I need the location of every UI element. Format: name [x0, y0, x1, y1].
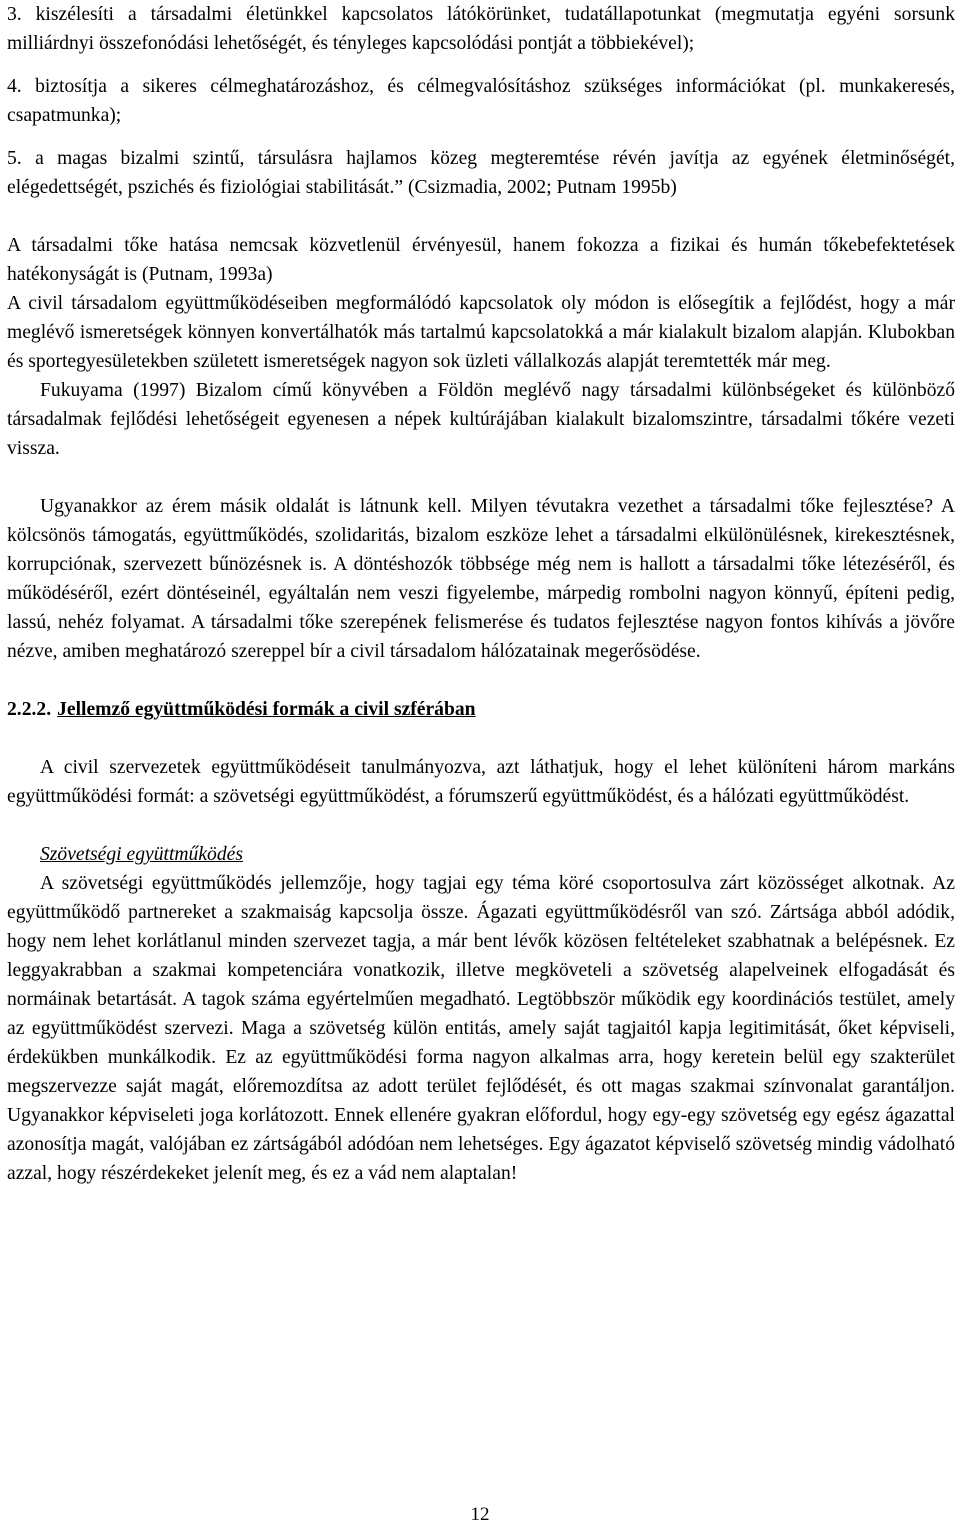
- subheading-federation: Szövetségi együttműködés: [40, 844, 243, 865]
- section-heading: [7, 695, 955, 724]
- paragraph-civil-society-relations: A civil társadalom együttműködéseiben megformálódó kapcsolatok oly módon is elősegítik a fejlődést, hogy a már meglévő ismeretségek könnyen konvertálhatók más tartalmú kapcsolatokká a már kialakult bizalom alapján. Klubokban és sportegyesületekben született ismeretségek nagyon sok üzleti vállalkozás alapját teremtették már meg.: [7, 293, 955, 372]
- paragraph-fukuyama: Fukuyama (1997) Bizalom című könyvében a Földön meglévő nagy társadalmi különbségeket és különböző társadalmak fejlődési lehetőségeit egyenesen a népek kultúrájában kialakult bizalomszintre, társadalmi tőkére vezeti vissza.: [7, 380, 955, 459]
- paragraph-federation: A szövetségi együttműködés jellemzője, hogy tagjai egy téma köré csoportosulva zárt közösséget alkotnak. Az együttműködő partnereket a szakmaiság kapcsolja össze. Ágazati együttműködésről van szó. Zártsága abból adódik, hogy nem lehet korlátlanul minden szervezet tagja, a már bent lévők közösen feltételeket szabhatnak a belépésnek. Ez leggyakrabban a szakmai kompetenciára vonatkozik, illetve megköveteli a szövetség alapelveinek elfogadását és normáinak betartását. A tagok száma egyértelműen megadható. Legtöbbször működik egy koordinációs testület, amely az együttműködést szervezi. Maga a szövetség külön entitás, amely saját tagjaitól kapja legitimitását, őket képviseli, érdekükben munkálkodik. Ez az együttműködési forma nagyon alkalmas arra, hogy keretein belül egy szakterület megszervezze saját magát, előremozdítsa az adott terület fejlődését, és ott magas szakmai színvonalat garantáljon. Ugyanakkor képviseleti joga korlátozott. Ennek ellenére gyakran előfordul, hogy egy-egy szövetség egy egész ágazattal azonosítja magát, valójában ez zártságából adódóan nem lehetséges. Egy ágazatot képviselő szövetség mindig vádolható azzal, hogy részérdekeket jelenít meg, és ez a vád nem alaptalan!: [7, 873, 955, 1184]
- paragraph-downsides: Ugyanakkor az érem másik oldalát is látnunk kell. Milyen tévutakra vezethet a társadalmi tőke fejlesztése? A kölcsönös támogatás, együttműködés, szolidaritás, bizalom eszköze lehet a társadalmi elkülönülésnek, kirekesztésnek, korrupciónak, szervezett bűnözésnek is. A döntéshozók többsége még nem is hallott a társadalmi tőke létezéséről, és működéséről, ezért döntéseinél, egyáltalán nem veszi figyelembe, márpedig rombolni nagyon könnyű, építeni pedig, lassú, nehéz folyamat. A társadalmi tőke szerepének felismerése és tudatos fejlesztése nagyon fontos kihívás a jövőre nézve, amiben meghatározó szereppel bír a civil társadalom hálózatainak megerősödése.: [7, 496, 955, 662]
- page-number: 12: [470, 1504, 490, 1525]
- paragraph-social-capital-effect: A társadalmi tőke hatása nemcsak közvetlenül érvényesül, hanem fokozza a fizikai és humán tőkebefektetések hatékonyságát is (Putnam, 1993a): [7, 235, 955, 285]
- list-item-4: 4. biztosítja a sikeres célmeghatározáshoz, és célmegvalósításhoz szükséges információkat (pl. munkakeresés, csapatmunka);: [7, 76, 955, 126]
- document-page: [7, 0, 955, 1188]
- section-title: Jellemző együttműködési formák a civil szférában: [57, 699, 476, 720]
- paragraph-cooperation-forms: A civil szervezetek együttműködéseit tanulmányozva, azt láthatjuk, hogy el lehet különíteni három markáns együttműködési formát: a szövetségi együttműködést, a fórumszerű együttműködést, és a hálózati együttműködést.: [7, 757, 955, 807]
- list-item-3: 3. kiszélesíti a társadalmi életünkkel kapcsolatos látókörünket, tudatállapotunkat (megmutatja egyéni sorsunk milliárdnyi összefonódási lehetőségét, és tényleges kapcsolódási pontját a többiekével);: [7, 4, 955, 54]
- list-item-5: 5. a magas bizalmi szintű, társulásra hajlamos közeg megteremtése révén javítja az egyének életminőségét, elégedettségét, pszichés és fiziológiai stabilitását.” (Csizmadia, 2002; Putnam 1995b): [7, 148, 955, 198]
- section-number: 2.2.2.: [7, 699, 52, 720]
